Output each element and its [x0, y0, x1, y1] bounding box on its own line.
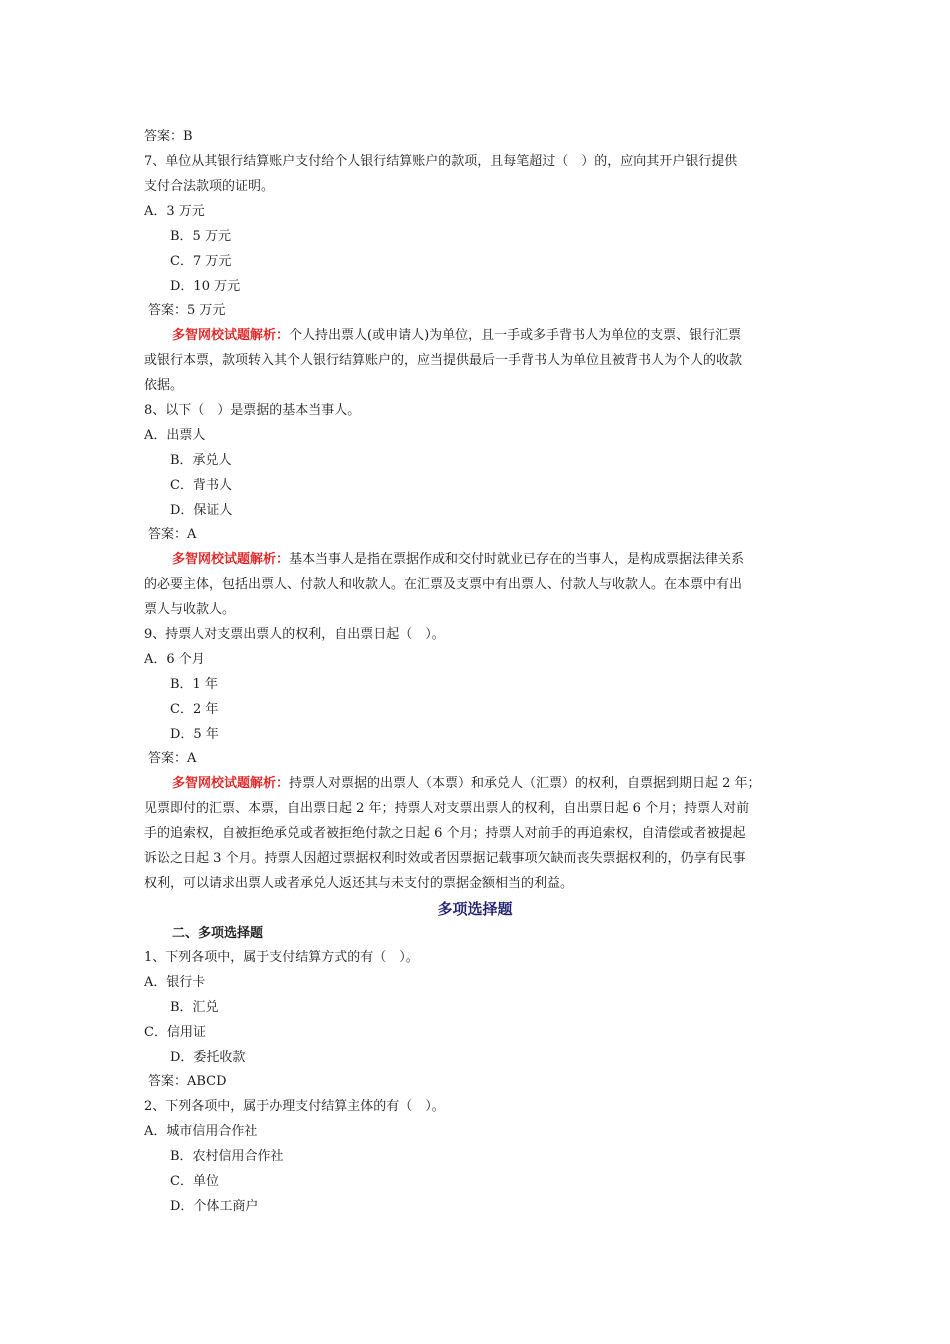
multi-question-1: 1、下列各项中，属于支付结算方式的有（ ）。 — [144, 950, 419, 965]
q9-option-c: C．2 年 — [170, 702, 219, 717]
subsection-heading: 二、多项选择题 — [172, 926, 264, 941]
analysis-q8-line-3: 票人与收款人。 — [144, 602, 236, 617]
analysis-q9-line-2: 见票即付的汇票、本票，自出票日起 2 年；持票人对支票出票人的权利，自出票日起 6 个月；持票人对前 — [144, 801, 750, 816]
q8-option-b: B．承兑人 — [170, 453, 232, 468]
analysis-label: 多智网校试题解析： — [172, 776, 290, 791]
analysis-label: 多智网校试题解析： — [172, 328, 290, 343]
q8-option-c: C．背书人 — [170, 478, 232, 493]
q8-option-a: A．出票人 — [144, 428, 206, 443]
q8-option-d: D．保证人 — [170, 503, 233, 518]
m1-option-a: A．银行卡 — [144, 975, 206, 990]
analysis-q9-text: 持票人对票据的出票人（本票）和承兑人（汇票）的权利，自票据到期日起 2 年； — [289, 776, 761, 791]
question-8: 8、以下（ ）是票据的基本当事人。 — [144, 403, 361, 418]
answer-q7: 答案：5 万元 — [148, 303, 226, 318]
analysis-q8-text: 基本当事人是指在票据作成和交付时就业已存在的当事人，是构成票据法律关系 — [289, 552, 745, 567]
question-9: 9、持票人对支票出票人的权利，自出票日起（ ）。 — [144, 627, 445, 642]
analysis-q8-line-2: 的必要主体，包括出票人、付款人和收款人。在汇票及支票中有出票人、付款人与收款人。在本票中有出 — [144, 577, 743, 592]
q9-option-b: B．1 年 — [170, 677, 218, 692]
q7-option-d: D．10 万元 — [170, 279, 241, 294]
analysis-q7-line-3: 依据。 — [144, 378, 184, 393]
answer-q9: 答案：A — [148, 751, 197, 766]
q7-option-c: C．7 万元 — [170, 254, 232, 269]
analysis-q8-line-1 — [172, 547, 744, 572]
analysis-label: 多智网校试题解析： — [172, 552, 290, 567]
m1-option-c: C．信用证 — [144, 1025, 206, 1040]
analysis-q9-line-1 — [172, 771, 761, 796]
question-7-line-2: 支付合法款项的证明。 — [144, 179, 275, 194]
answer-q8: 答案：A — [148, 527, 197, 542]
q9-option-d: D．5 年 — [170, 727, 219, 742]
m2-option-b: B．农村信用合作社 — [170, 1149, 284, 1164]
answer-m1: 答案：ABCD — [148, 1074, 227, 1089]
multi-question-2: 2、下列各项中，属于办理支付结算主体的有（ ）。 — [144, 1099, 445, 1114]
q7-option-a: A．3 万元 — [144, 204, 205, 219]
analysis-q7-line-2: 或银行本票，款项转入其个人银行结算账户的，应当提供最后一手背书人为单位且被背书人为个人的收款 — [144, 353, 743, 368]
m2-option-d: D．个体工商户 — [170, 1199, 259, 1214]
analysis-q7-text: 个人持出票人(或申请人)为单位，且一手或多手背书人为单位的支票、银行汇票 — [289, 328, 742, 343]
analysis-q7-line-1 — [172, 323, 741, 348]
m1-option-b: B．汇兑 — [170, 1000, 219, 1015]
analysis-q9-line-4: 诉讼之日起 3 个月。持票人因超过票据权利时效或者因票据记载事项欠缺而丧失票据权利的，仍享有民事 — [144, 851, 746, 866]
q9-option-a: A．6 个月 — [144, 652, 205, 667]
m1-option-d: D．委托收款 — [170, 1050, 246, 1065]
question-7-line-1: 7、单位从其银行结算账户支付给个人银行结算账户的款项，且每笔超过（ ）的，应向其开户银行提供 — [144, 154, 738, 169]
m2-option-a: A．城市信用合作社 — [144, 1124, 258, 1139]
analysis-q9-line-3: 手的追索权，自被拒绝承兑或者被拒绝付款之日起 6 个月；持票人对前手的再追索权，自清偿或者被提起 — [144, 826, 746, 841]
q7-option-b: B．5 万元 — [170, 229, 231, 244]
answer-q6: 答案：B — [144, 129, 193, 144]
section-title: 多项选择题 — [437, 900, 513, 918]
m2-option-c: C．单位 — [170, 1174, 219, 1189]
analysis-q9-line-5: 权利，可以请求出票人或者承兑人返还其与未支付的票据金额相当的利益。 — [144, 876, 574, 891]
